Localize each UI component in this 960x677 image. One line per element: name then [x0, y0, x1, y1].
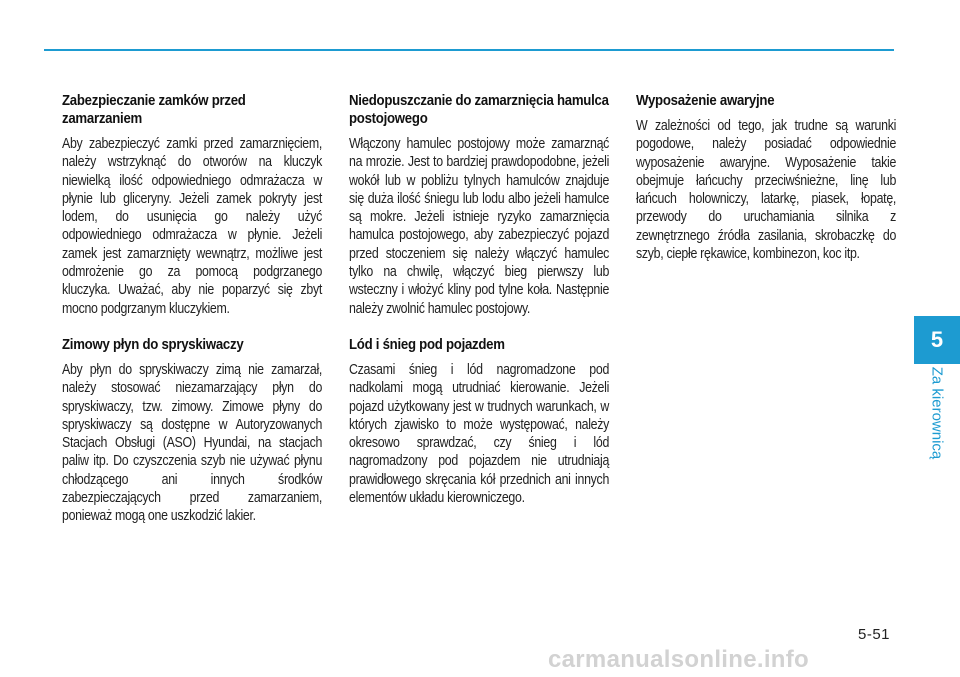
section-title: Zabezpieczanie zamków przed zamarzaniem	[62, 92, 246, 127]
section-body: Włączony hamulec postojowy może zamarznąć na mrozie. Jest to bardziej prawdopodobne, jeżeli wokół lub w pobliżu tylnych hamulców znajduje się duża ilość śniegu lub lodu albo jeżeli hamulce są mokre. Jeżeli istnieje ryzyko zamarznięcia hamulca postojowego, aby zabezpieczyć pojazd przed stoczeniem się należy włączyć hamulec tylko na chwilę, włączyć bieg pierwszy lub wsteczny i włożyć kliny pod tylne koła. Następnie należy zwolnić hamulec postojowy.	[349, 136, 610, 317]
column-2	[349, 92, 609, 525]
section-body: Aby płyn do spryskiwaczy zimą nie zamarzał, należy stosować niezamarzający płyn do spryskiwaczy, tzw. zimowy. Zimowe płyny do spryskiwaczy są dostępne w Autoryzowanych Stacjach Obsługi (ASO) Hyundai, na stacjach paliw itp. Do czyszczenia szyb nie używać płynu chłodzącego ani innych środków zabezpieczających przed zamarzaniem, ponieważ mogą one uszkodzić lakier.	[62, 361, 323, 525]
page-number: 5-51	[858, 626, 891, 643]
section-body: Aby zabezpieczyć zamki przed zamarznięciem, należy wstrzyknąć do otworów na kluczyk niewielką ilość odpowiedniego odmrażacza w płynie lub gliceryny. Jeżeli zamek pokryty jest lodem, do usunięcia go należy użyć odpowiedniego odmrażacza w płynie. Jeżeli zamek jest zamarznięty wewnątrz, możliwe jest odmrożenie go za pomocą podgrzanego kluczyka. Uważać, aby nie poparzyć się zbyt mocno podgrzanym kluczykiem.	[62, 136, 323, 317]
column-1	[62, 92, 322, 544]
column-3	[636, 92, 896, 281]
chapter-label: Za kierownicą	[928, 366, 946, 460]
section-lock-freeze	[62, 92, 322, 318]
section-emergency-equipment	[636, 92, 896, 263]
chapter-tab: 5	[914, 316, 960, 364]
section-title: Wyposażenie awaryjne	[636, 92, 775, 109]
section-body: W zależności od tego, jak trudne są warunki pogodowe, należy posiadać odpowiednie wyposażenie awaryjne. Wyposażenie takie obejmuje łańcuchy przeciwśnieżne, linę lub łańcuch holowniczy, latarkę, piasek, łopatę, przewody do uruchamiania silnika z zewnętrznego źródła zasilania, skrobaczkę do szyb, ciepłe rękawice, kombinezon, koc itp.	[636, 118, 897, 263]
section-title: Lód i śnieg pod pojazdem	[349, 335, 505, 353]
section-ice-snow	[349, 336, 609, 507]
section-washer-fluid	[62, 336, 322, 526]
section-title: Zimowy płyn do spryskiwaczy	[62, 335, 244, 353]
header-rule	[44, 49, 894, 51]
section-body: Czasami śnieg i lód nagromadzone pod nadkolami mogą utrudniać kierowanie. Jeżeli pojazd użytkowany jest w trudnych warunkach, w których zjawisko to może występować, należy okresowo sprawdzać, czy śnieg i lód nagromadzony pod pojazdem nie utrudniają prawidłowego skręcania kół przednich ani innych elementów układu kierowniczego.	[349, 361, 610, 507]
section-title: Niedopuszczanie do zamarznięcia hamulca postojowego	[349, 92, 609, 127]
watermark: carmanualsonline.info	[548, 646, 810, 673]
section-parking-brake	[349, 92, 609, 318]
